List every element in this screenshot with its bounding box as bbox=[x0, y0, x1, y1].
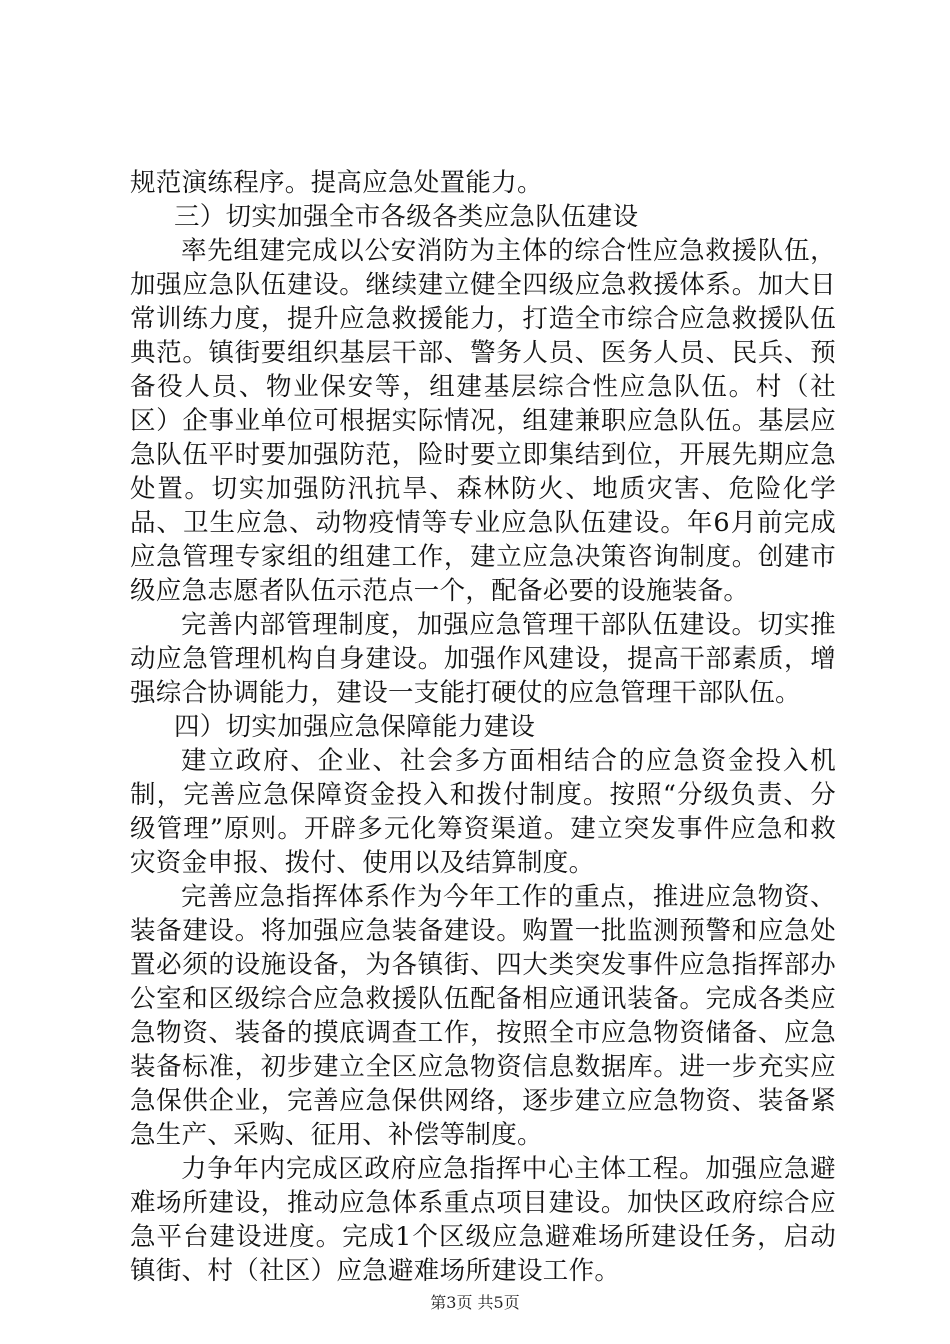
section-heading-4: 四）切实加强应急保障能力建设 bbox=[174, 712, 536, 742]
paragraph-emergency-teams: 率先组建完成以公安消防为主体的综合性应急救援队伍，加强应急队伍建设。继续建立健全四级应急救援体系。加大日常训练力度，提升应急救援能力，打造全市综合应急救援队伍典范。镇街要组织基层干部、警务人员、医务人员、民兵、预备役人员、物业保安等，组建基层综合性应急队伍。村（社区）企事业单位可根据实际情况，组建兼职应急队伍。基层应急队伍平时要加强防范，险时要立即集结到位，开展先期应急处置。切实加强防汛抗旱、森林防火、地质灾害、危险化学品、卫生应急、动物疫情等专业应急队伍建设。年6月前完成应急管理专家组的组建工作，建立应急决策咨询制度。创建市级应急志愿者队伍示范点一个，配备必要的设施装备。 bbox=[130, 236, 836, 606]
page-footer: 第3页 共5页 bbox=[430, 1293, 520, 1312]
document-body bbox=[130, 166, 836, 1288]
paragraph-funding: 建立政府、企业、社会多方面相结合的应急资金投入机制，完善应急保障资金投入和拨付制度。按照“分级负责、分级管理”原则。开辟多元化筹资渠道。建立突发事件应急和救灾资金申报、拨付、使用以及结算制度。 bbox=[130, 746, 836, 878]
paragraph-equipment: 完善应急指挥体系作为今年工作的重点，推进应急物资、装备建设。将加强应急装备建设。购置一批监测预警和应急处置必须的设施设备，为各镇街、四大类突发事件应急指挥部办公室和区级综合应急救援队伍配备相应通讯装备。完成各类应急物资、装备的摸底调查工作，按照全市应急物资储备、应急装备标准，初步建立全区应急物资信息数据库。进一步充实应急保供企业，完善应急保供网络，逐步建立应急物资、装备紧急生产、采购、征用、补偿等制度。 bbox=[130, 882, 836, 1150]
paragraph-internal-management: 完善内部管理制度，加强应急管理干部队伍建设。切实推动应急管理机构自身建设。加强作风建设，提高干部素质，增强综合协调能力，建设一支能打硬仗的应急管理干部队伍。 bbox=[130, 610, 836, 708]
paragraph-continuation: 规范演练程序。提高应急处置能力。 bbox=[130, 168, 543, 198]
paragraph-shelters: 力争年内完成区政府应急指挥中心主体工程。加强应急避难场所建设，推动应急体系重点项目建设。加快区政府综合应急平台建设进度。完成1个区级应急避难场所建设任务，启动镇街、村（社区）应急避难场所建设工作。 bbox=[130, 1154, 836, 1286]
section-heading-3: 三）切实加强全市各级各类应急队伍建设 bbox=[174, 202, 639, 232]
